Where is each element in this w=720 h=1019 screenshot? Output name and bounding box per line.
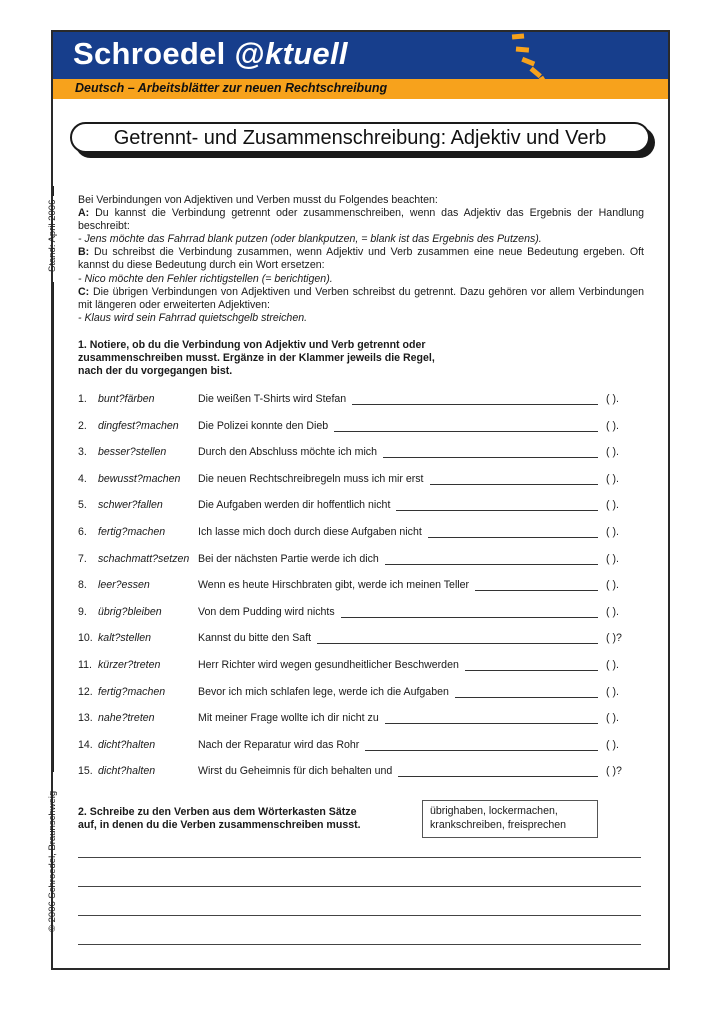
exercise-row: [78, 393, 644, 409]
exercise-row: [78, 765, 644, 781]
task-2-instruction: 2. Schreibe zu den Verben aus dem Wörterkasten Sätze auf, in denen du die Verben zusammenschreiben musst.: [78, 806, 361, 832]
exercise-number: 15.: [78, 765, 93, 778]
exercise-row: [78, 632, 644, 648]
rule-bracket[interactable]: ( ).: [606, 579, 619, 592]
answer-line[interactable]: [78, 944, 641, 945]
copyright-note: © 2006 Schroedel, Braunschweig: [47, 790, 58, 932]
answer-blank[interactable]: [398, 776, 598, 777]
intro-text: Bei Verbindungen von Adjektiven und Verben musst du Folgendes beachten: A: Du kannst die Verbindung getrennt oder zusammenschreiben, wenn das Adjektiv das Ergebnis der Handlung beschreibt: - Jens möchte das Fahrrad blank putzen (oder blankputzen, = blank ist das Ergebnis des Putzens). B: Du schreibst die Verbindung zusammen, wenn Adjektiv und Verb zusammen eine neue Bedeutung ergeben. Oft kannst du diese Bedeutung durch ein Wort ersetzen: - Nico möchte den Fehler richtigstellen (= berichtigen). C: Die übrigen Verbindungen von Adjektiven und Verben schreibst du getrennt. Dazu gehören vor allem Verbindungen mit längeren oder erweiterten Adjektiven: - Klaus wird sein Fahrrad quietschgelb streichen.: [78, 194, 644, 324]
answer-blank[interactable]: [317, 643, 598, 644]
exercise-sentence: Mit meiner Frage wollte ich dir nicht zu: [198, 712, 379, 725]
exercise-number: 11.: [78, 659, 92, 671]
answer-blank[interactable]: [455, 697, 598, 698]
brand-logo: Schroedel @ktuell: [73, 36, 348, 71]
answer-blank[interactable]: [428, 537, 598, 538]
page-title: Getrennt- und Zusammenschreibung: Adjektiv und Verb: [113, 127, 607, 149]
answer-blank[interactable]: [383, 457, 598, 458]
side-divider: [53, 186, 54, 196]
exercise-verb: besser?stellen: [98, 446, 167, 459]
answer-blank[interactable]: [475, 590, 598, 591]
exercise-row: [78, 739, 644, 755]
exercise-sentence: Die weißen T-Shirts wird Stefan: [198, 393, 347, 405]
exercise-row: [78, 579, 644, 595]
exercise-verb: schachmatt?setzen: [98, 552, 190, 565]
exercise-sentence: Nach der Reparatur wird das Rohr: [198, 738, 360, 751]
exercise-sentence: Bei der nächsten Partie werde ich dich: [198, 552, 379, 565]
exercise-number: 9.: [78, 605, 87, 618]
answer-blank[interactable]: [341, 617, 598, 618]
rule-bracket[interactable]: ( )?: [606, 765, 622, 778]
rule-bracket[interactable]: ( ).: [606, 446, 619, 459]
rule-bracket[interactable]: ( ).: [606, 738, 619, 751]
exercise-verb: kürzer?treten: [98, 659, 161, 671]
exercise-verb: schwer?fallen: [98, 499, 163, 512]
task-1-instruction: 1. Notiere, ob du die Verbindung von Adjektiv und Verb getrennt oder zusammenschreiben musst. Ergänze in der Klammer jeweils die Regel, nach der du vorgegangen bist.: [78, 339, 435, 378]
exercise-verb: dingfest?machen: [98, 419, 179, 432]
exercise-verb: leer?essen: [98, 579, 150, 592]
exercise-number: 14.: [78, 738, 93, 751]
answer-blank[interactable]: [465, 670, 598, 671]
exercise-number: 7.: [78, 552, 87, 565]
rule-bracket[interactable]: ( ).: [606, 526, 619, 538]
exercise-verb: kalt?stellen: [98, 632, 151, 645]
exercise-row: [78, 712, 644, 728]
exercise-number: 8.: [78, 579, 87, 592]
exercise-verb: bunt?färben: [98, 393, 155, 405]
exercise-row: [78, 499, 644, 515]
exercise-sentence: Ich lasse mich doch durch diese Aufgaben nicht: [198, 526, 422, 538]
rule-bracket[interactable]: ( ).: [606, 472, 619, 485]
exercise-number: 4.: [78, 472, 87, 485]
exercise-verb: nahe?treten: [98, 712, 155, 725]
exercise-verb: dicht?halten: [98, 765, 156, 778]
exercise-sentence: Bevor ich mich schlafen lege, werde ich die Aufgaben: [198, 685, 449, 698]
rule-bracket[interactable]: ( ).: [606, 712, 619, 725]
exercise-row: [78, 473, 644, 489]
exercise-row: [78, 659, 644, 675]
exercise-verb: fertig?machen: [98, 526, 166, 538]
answer-blank[interactable]: [385, 723, 598, 724]
exercise-row: [78, 553, 644, 569]
exercise-number: 6.: [78, 526, 87, 538]
rule-bracket[interactable]: ( ).: [606, 419, 619, 432]
rule-bracket[interactable]: ( )?: [606, 632, 622, 645]
exercise-sentence: Kannst du bitte den Saft: [198, 632, 312, 645]
stand-date: Stand: April 2006: [47, 199, 58, 272]
exercise-sentence: Wirst du Geheimnis für dich behalten und: [198, 765, 393, 778]
exercise-verb: bewusst?machen: [98, 472, 181, 485]
answer-line[interactable]: [78, 857, 641, 858]
exercise-row: [78, 446, 644, 462]
exercise-sentence: Von dem Pudding wird nichts: [198, 605, 335, 618]
answer-blank[interactable]: [334, 431, 598, 432]
rule-bracket[interactable]: ( ).: [606, 499, 619, 512]
answer-blank[interactable]: [365, 750, 598, 751]
exercise-sentence: Die Aufgaben werden dir hoffentlich nicht: [198, 499, 391, 512]
title-box: [70, 122, 650, 153]
answer-line[interactable]: [78, 915, 641, 916]
exercise-sentence: Die Polizei konnte den Dieb: [198, 419, 329, 432]
exercise-sentence: Herr Richter wird wegen gesundheitlicher Beschwerden: [198, 659, 459, 671]
answer-blank[interactable]: [352, 404, 598, 405]
exercise-verb: fertig?machen: [98, 685, 166, 698]
exercise-row: [78, 526, 644, 542]
rule-bracket[interactable]: ( ).: [606, 659, 619, 671]
answer-blank[interactable]: [430, 484, 598, 485]
exercise-sentence: Die neuen Rechtschreibregeln muss ich mir erst: [198, 472, 424, 485]
rule-bracket[interactable]: ( ).: [606, 552, 619, 565]
exercise-number: 5.: [78, 499, 87, 512]
exercise-sentence: Wenn es heute Hirschbraten gibt, werde ich meinen Teller: [198, 579, 470, 592]
word-box: übrighaben, lockermachen, krankschreiben, freisprechen: [422, 800, 598, 838]
exercise-number: 13.: [78, 712, 93, 725]
exercise-number: 10.: [78, 632, 93, 645]
rule-bracket[interactable]: ( ).: [606, 685, 619, 698]
exercise-sentence: Durch den Abschluss möchte ich mich: [198, 446, 377, 459]
exercise-number: 12.: [78, 685, 93, 698]
exercise-verb: dicht?halten: [98, 738, 156, 751]
answer-blank[interactable]: [396, 510, 598, 511]
exercise-row: [78, 686, 644, 702]
exercise-number: 2.: [78, 419, 87, 432]
rule-bracket[interactable]: ( ).: [606, 605, 619, 618]
exercise-number: 1.: [78, 393, 87, 405]
subtitle-banner: [53, 79, 668, 99]
exercise-row: [78, 606, 644, 622]
subtitle: Deutsch – Arbeitsblätter zur neuen Rechtschreibung: [75, 81, 388, 95]
exercise-number: 3.: [78, 446, 87, 459]
answer-blank[interactable]: [385, 564, 598, 565]
exercise-verb: übrig?bleiben: [98, 605, 162, 618]
answer-line[interactable]: [78, 886, 641, 887]
exercise-row: [78, 420, 644, 436]
rule-bracket[interactable]: ( ).: [606, 393, 619, 405]
side-divider: [53, 282, 54, 772]
